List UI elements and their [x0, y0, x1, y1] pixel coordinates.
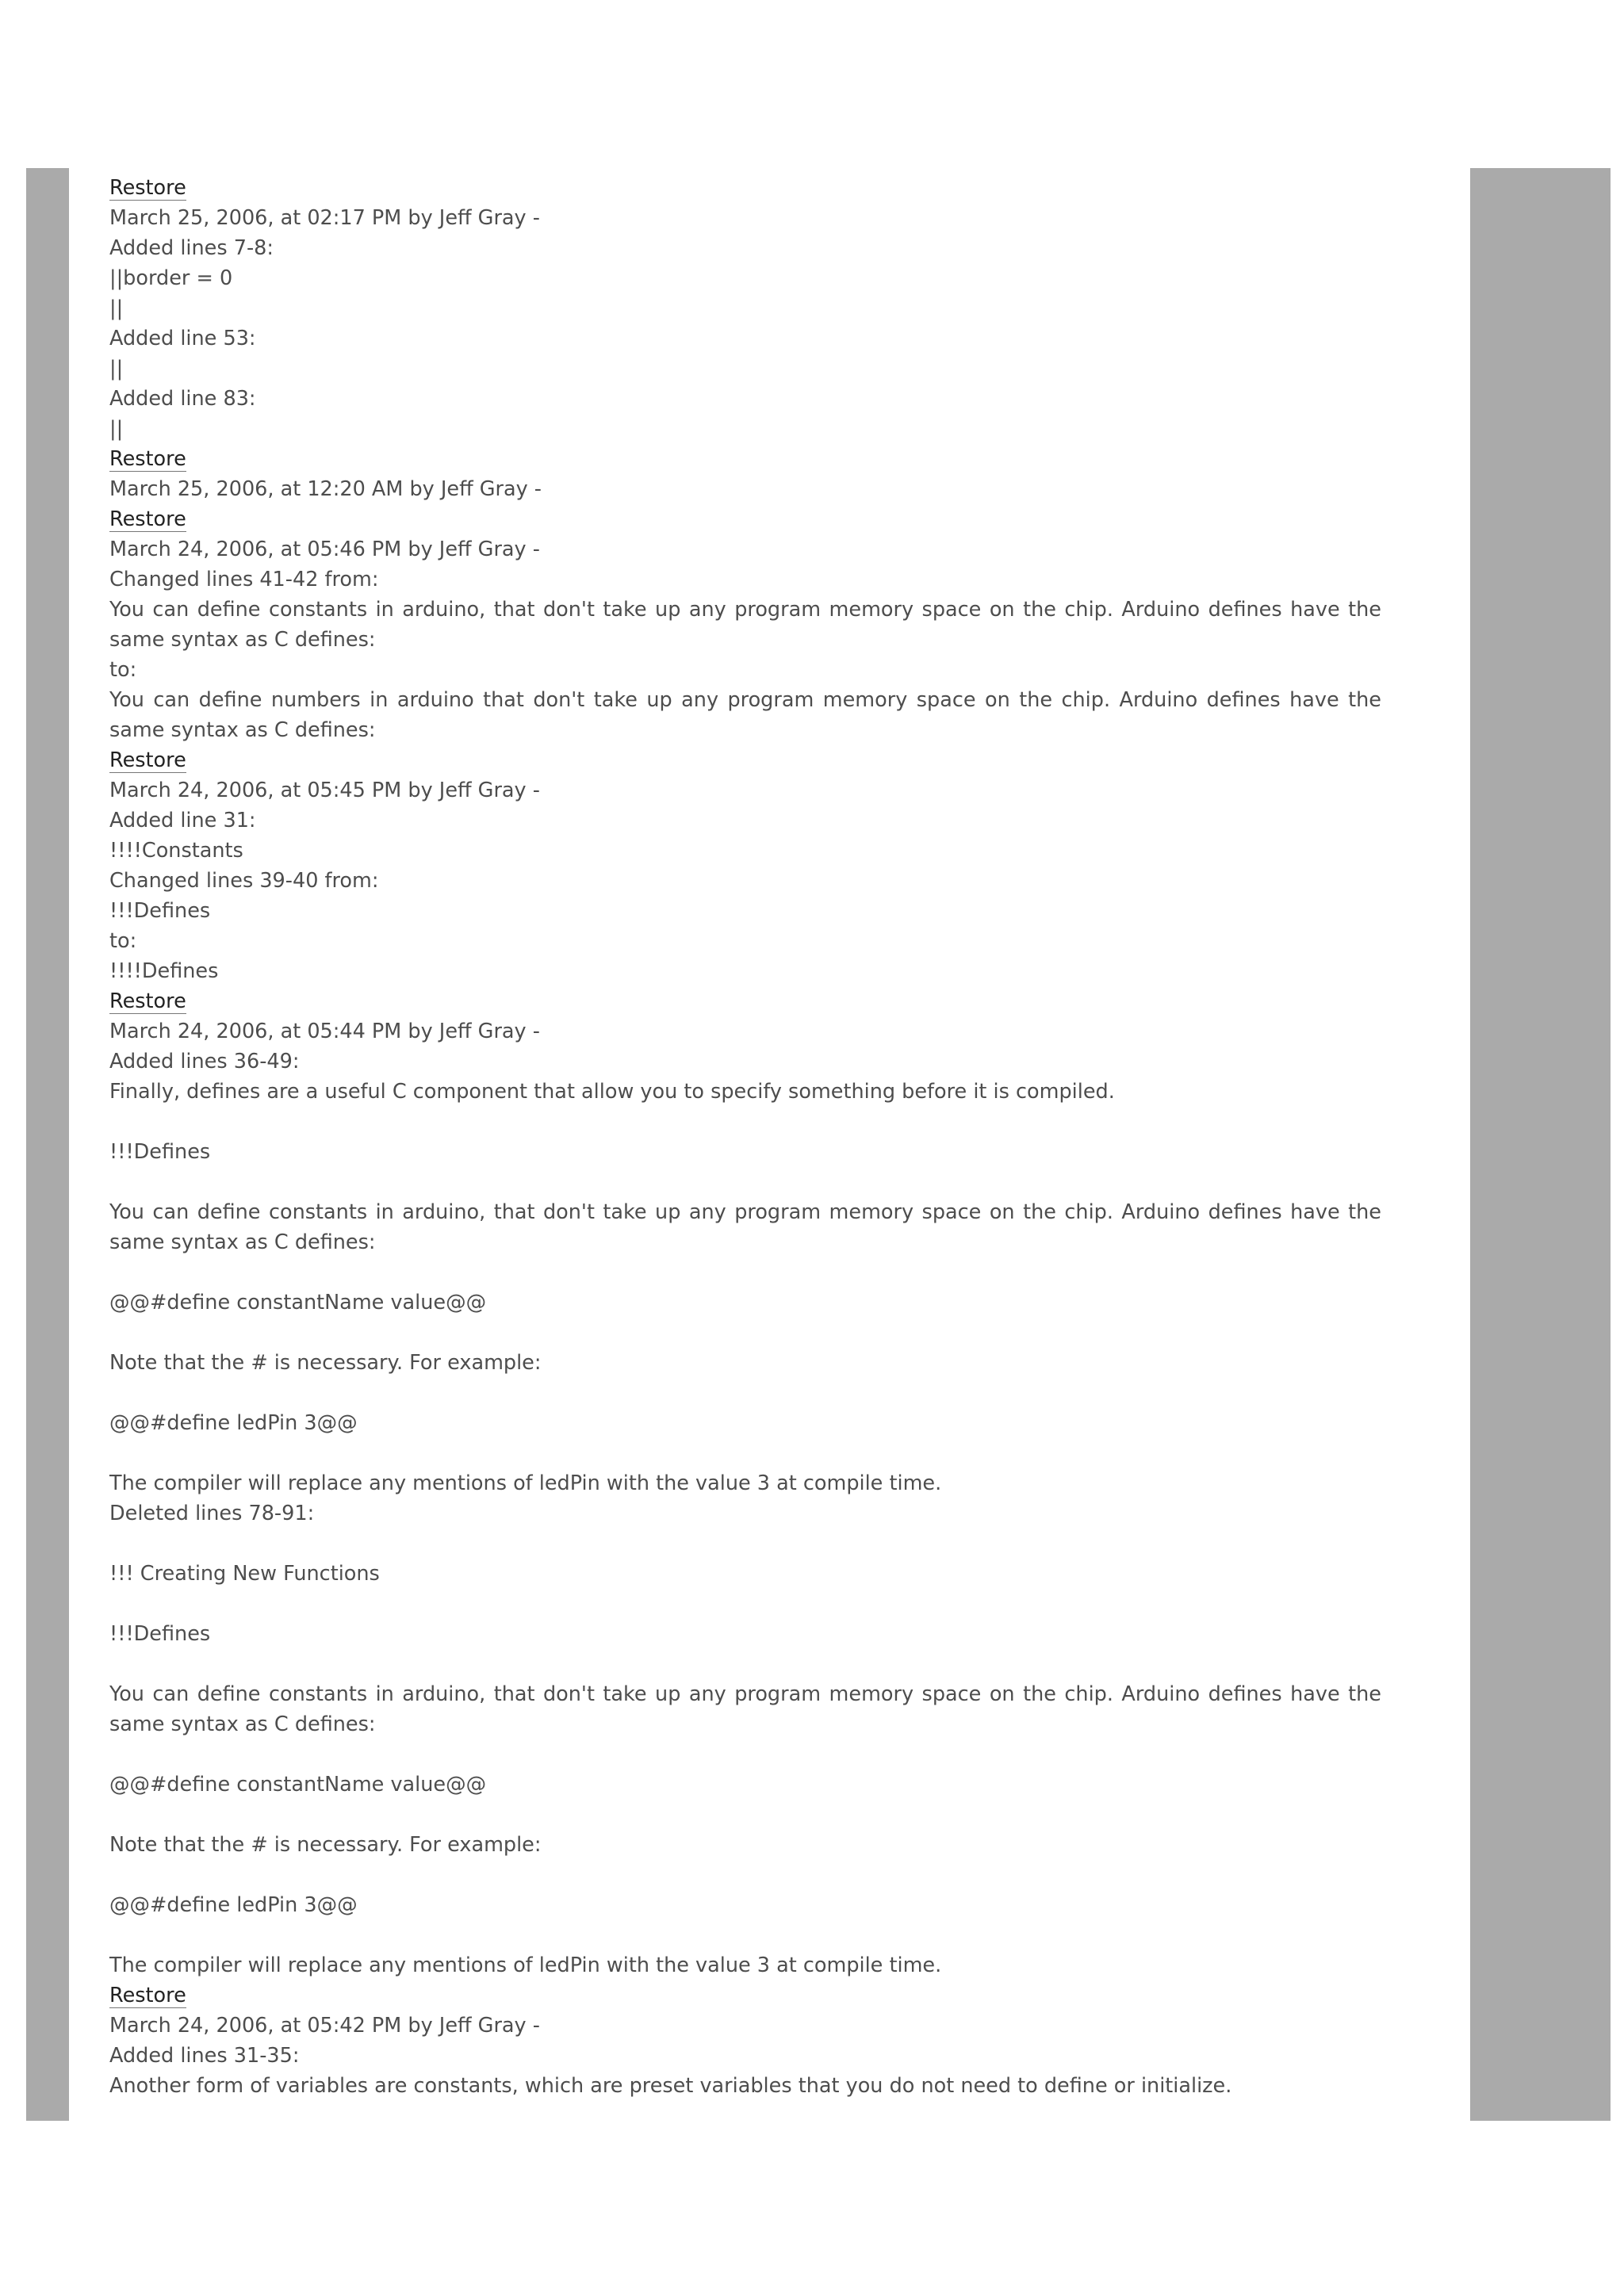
- diff-line: Added lines 31-35:: [109, 2044, 300, 2068]
- restore-link[interactable]: Restore: [109, 748, 186, 772]
- restore-link[interactable]: Restore: [109, 1984, 186, 2007]
- diff-line: !!!Defines: [109, 1140, 211, 1164]
- diff-line: ||: [109, 357, 124, 381]
- right-sidebar-bar: [1470, 168, 1611, 2121]
- history-entry: [109, 173, 1381, 444]
- history-entry: [109, 1980, 1381, 2101]
- revision-meta: March 24, 2006, at 05:42 PM by Jeff Gray -: [109, 2014, 540, 2038]
- diff-line: Note that the # is necessary. For example:: [109, 1833, 542, 1857]
- blank-line: [109, 1107, 1381, 1137]
- diff-line: Added lines 7-8:: [109, 236, 274, 260]
- diff-line: ||border = 0: [109, 266, 233, 290]
- diff-line: Changed lines 41-42 from:: [109, 568, 379, 591]
- diff-paragraph: You can define constants in arduino, that don't take up any program memory space on the chip. Arduino defines have the same syntax as C defines:: [109, 1200, 1381, 1254]
- blank-line: [109, 1739, 1381, 1770]
- diff-line: Note that the # is necessary. For example:: [109, 1351, 542, 1375]
- left-sidebar-bar: [26, 168, 69, 2121]
- restore-link[interactable]: Restore: [109, 176, 186, 200]
- history-entry: [109, 444, 1381, 504]
- diff-line: Deleted lines 78-91:: [109, 1502, 315, 1525]
- history-entry: [109, 745, 1381, 986]
- blank-line: [109, 1529, 1381, 1559]
- diff-line: !!! Creating New Functions: [109, 1562, 380, 1586]
- diff-line: Added line 31:: [109, 809, 256, 832]
- blank-line: [109, 1589, 1381, 1619]
- diff-line: @@#define ledPin 3@@: [109, 1893, 358, 1917]
- blank-line: [109, 1860, 1381, 1890]
- revision-meta: March 25, 2006, at 02:17 PM by Jeff Gray -: [109, 206, 540, 230]
- revision-meta: March 25, 2006, at 12:20 AM by Jeff Gray -: [109, 477, 542, 501]
- history-entry: [109, 986, 1381, 1980]
- restore-link[interactable]: Restore: [109, 989, 186, 1013]
- page-history-content: [109, 173, 1381, 2101]
- diff-line: The compiler will replace any mentions of ledPin with the value 3 at compile time.: [109, 1471, 942, 1495]
- blank-line: [109, 1920, 1381, 1950]
- diff-line: @@#define constantName value@@: [109, 1291, 487, 1314]
- blank-line: [109, 1318, 1381, 1348]
- diff-line: to:: [109, 929, 137, 953]
- diff-line: Added line 53:: [109, 327, 256, 350]
- blank-line: [109, 1800, 1381, 1830]
- revision-meta: March 24, 2006, at 05:45 PM by Jeff Gray -: [109, 779, 540, 802]
- blank-line: [109, 1438, 1381, 1468]
- diff-line: Added lines 36-49:: [109, 1050, 300, 1073]
- diff-line: ||: [109, 297, 124, 320]
- diff-line: @@#define constantName value@@: [109, 1773, 487, 1797]
- blank-line: [109, 1649, 1381, 1679]
- blank-line: [109, 1167, 1381, 1197]
- diff-line: The compiler will replace any mentions of ledPin with the value 3 at compile time.: [109, 1954, 942, 1977]
- diff-line: ||: [109, 417, 124, 441]
- diff-paragraph: You can define constants in arduino, that don't take up any program memory space on the chip. Arduino defines have the same syntax as C defines:: [109, 1682, 1381, 1736]
- diff-line: !!!Defines: [109, 899, 211, 923]
- diff-paragraph: You can define numbers in arduino that don't take up any program memory space on the chip. Arduino defines have the same syntax as C defines:: [109, 688, 1381, 742]
- diff-paragraph: Finally, defines are a useful C component that allow you to specify something before it is compiled.: [109, 1080, 1115, 1104]
- revision-meta: March 24, 2006, at 05:46 PM by Jeff Gray -: [109, 538, 540, 561]
- restore-link[interactable]: Restore: [109, 447, 186, 471]
- diff-line: !!!Defines: [109, 1622, 211, 1646]
- diff-line: to:: [109, 658, 137, 682]
- restore-link[interactable]: Restore: [109, 507, 186, 531]
- revision-meta: March 24, 2006, at 05:44 PM by Jeff Gray -: [109, 1020, 540, 1043]
- diff-line: Added line 83:: [109, 387, 256, 411]
- diff-line: !!!!Constants: [109, 839, 243, 863]
- diff-line: !!!!Defines: [109, 959, 219, 983]
- diff-line: Changed lines 39-40 from:: [109, 869, 379, 893]
- diff-paragraph: Another form of variables are constants, which are preset variables that you do not need to define or initialize.: [109, 2074, 1232, 2098]
- blank-line: [109, 1378, 1381, 1408]
- diff-line: @@#define ledPin 3@@: [109, 1411, 358, 1435]
- history-entry: [109, 504, 1381, 745]
- diff-paragraph: You can define constants in arduino, that don't take up any program memory space on the chip. Arduino defines have the same syntax as C defines:: [109, 598, 1381, 652]
- blank-line: [109, 1257, 1381, 1288]
